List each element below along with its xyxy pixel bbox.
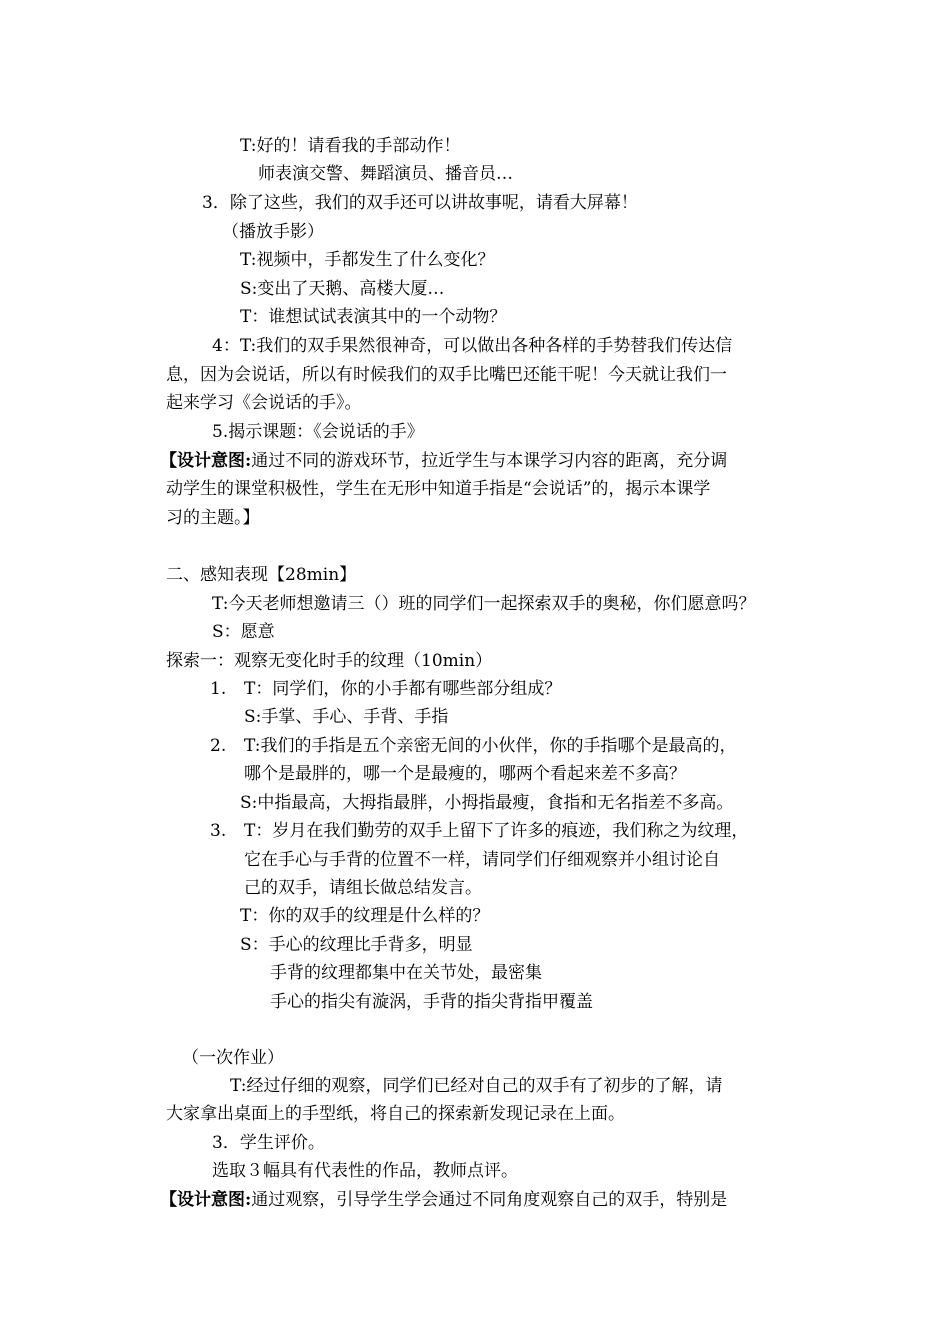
text-line: S：愿意 [212,622,275,642]
text-line: T:经过仔细的观察，同学们已经对自己的双手有了初步的了解，请 [230,1076,723,1096]
list-number: 2. [210,736,227,756]
design-intent-text: 通过不同的游戏环节，拉近学生与本课学习内容的距离，充分调 [251,451,728,471]
design-intent-line [160,447,727,475]
design-intent-line [160,1186,727,1214]
text-line: T:视频中，手都发生了什么变化？ [240,250,495,270]
list-number: 1. [210,679,227,699]
text-line: S:手掌、手心、手背、手指 [244,707,449,727]
text-line: S:中指最高，大拇指最胖，小拇指最瘦，食指和无名指差不多高。 [240,793,734,813]
text-line: （一次作业） [182,1048,284,1068]
text-line: 息，因为会说话，所以有时候我们的双手比嘴巴还能干呢！今天就让我们一 [166,365,727,385]
design-intent-text: 通过观察，引导学生学会通过不同角度观察自己的双手，特别是 [251,1190,728,1210]
text-line: T:好的！请看我的手部动作！ [240,136,461,156]
text-line: 哪个是最胖的，哪一个是最瘦的，哪两个看起来差不多高？ [244,764,686,784]
text-line: 4：T:我们的双手果然很神奇，可以做出各种各样的手势替我们传达信 [212,336,733,356]
list-item: T：同学们，你的小手都有哪些部分组成？ [244,679,562,699]
design-intent-label: 【设计意图: [160,451,252,471]
text-line: 起来学习《会说话的手》。 [166,393,362,413]
text-line: 师表演交警、舞蹈演员、播音员… [258,164,513,184]
text-line: 习的主题。】 [166,508,260,528]
list-number: 3. [210,821,227,841]
text-line: 手背的纹理都集中在关节处，最密集 [270,963,542,983]
text-line: 动学生的课堂积极性，学生在无形中知道手指是“会说话”的，揭示本课学 [166,479,711,499]
text-line: T：你的双手的纹理是什么样的？ [240,906,490,926]
text-line: 3．学生评价。 [212,1133,325,1153]
text-line: 选取３幅具有代表性的作品，教师点评。 [212,1161,518,1181]
text-line: 它在手心与手背的位置不一样，请同学们仔细观察并小组讨论自 [244,850,720,870]
text-line: 大家拿出桌面上的手型纸，将自己的探索新发现记录在上面。 [166,1104,625,1124]
section-heading: 二、感知表现【28min】 [166,565,357,585]
list-item: T：岁月在我们勤劳的双手上留下了许多的痕迹，我们称之为纹理， [244,821,749,841]
text-line: 己的双手，请组长做总结发言。 [244,878,482,898]
text-line: 3．除了这些，我们的双手还可以讲故事呢，请看大屏幕！ [202,193,638,213]
list-item: T:我们的手指是五个亲密无间的小伙伴，你的手指哪个是最高的， [244,736,737,756]
subsection-heading: 探索一：观察无变化时手的纹理（10min） [166,651,493,671]
design-intent-label: 【设计意图: [160,1190,252,1210]
text-line: S：手心的纹理比手背多，明显 [240,935,473,955]
text-line: （播放手影） [222,222,324,242]
text-line: S:变出了天鹅、高楼大厦… [240,279,445,299]
text-line: T:今天老师想邀请三（）班的同学们一起探索双手的奥秘，你们愿意吗？ [212,594,756,614]
text-line: T：谁想试试表演其中的一个动物？ [240,307,507,327]
text-line: 手心的指尖有漩涡，手背的指尖背指甲覆盖 [270,992,593,1012]
text-line: 5.揭示课题：《会说话的手》 [212,422,424,442]
